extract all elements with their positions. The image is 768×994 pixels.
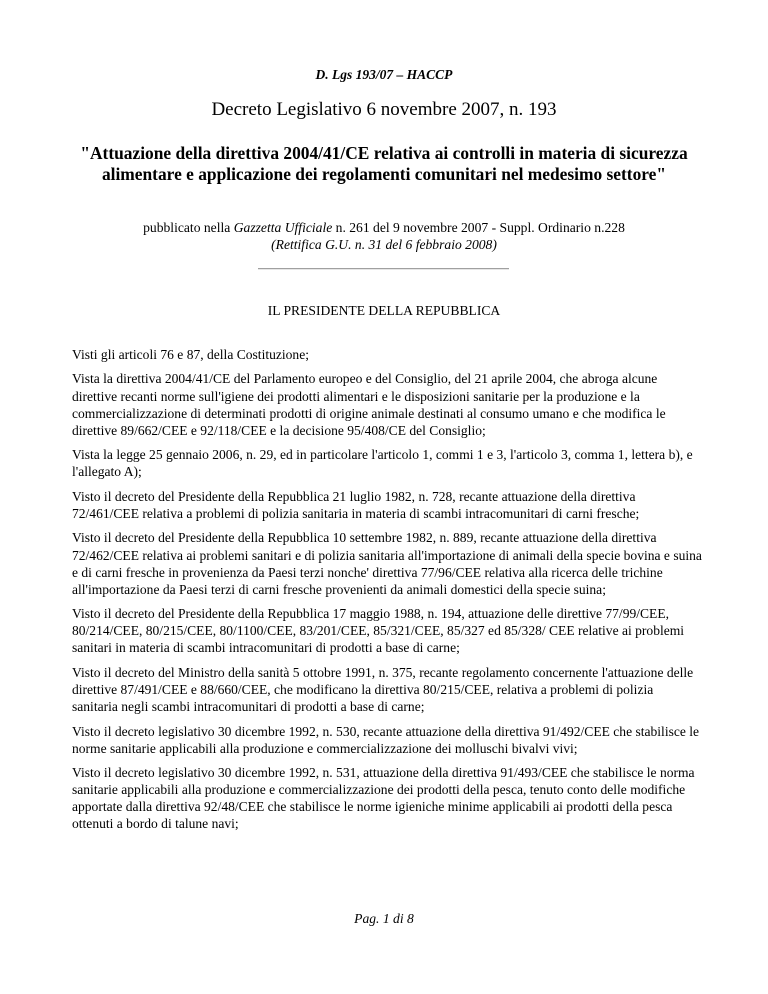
recital-paragraph: Visto il decreto del Presidente della Repubblica 17 maggio 1988, n. 194, attuazione delle direttive 77/99/CEE, 80/214/CEE, 80/215/CEE, 80/1100/CEE, 83/201/CEE, 85/321/CEE, 85/327 ed 85/328/ CEE relative ai problemi sanitari in materia di scambi intracomunitari di prodotti a base di carne; (72, 606, 685, 656)
rectification-line (0, 236, 768, 253)
document-tag: D. Lgs 193/07 – HACCP (315, 67, 453, 82)
publication-prefix: pubblicato nella (143, 220, 234, 235)
recital-paragraph: Visto il decreto legislativo 30 dicembre 1992, n. 530, recante attuazione della direttiva 91/492/CEE che stabilisce le norme sanitarie applicabili alla produzione e commercializzazione dei molluschi bivalvi vivi; (72, 723, 700, 756)
recital-paragraph: Visti gli articoli 76 e 87, della Costituzione; (72, 347, 309, 362)
recital-paragraph: Visto il decreto del Presidente della Repubblica 10 settembre 1982, n. 889, recante attuazione della direttiva 72/462/CEE relativa ai problemi sanitari e di polizia sanitaria all'importazione di animali della specie bovina e suina e di carni fresche in provenienza da Paesi terzi nonche' direttiva 77/96/CEE relativa alla ricerca delle trichine all'importazione da Paesi terzi di carni fresche provenienti da animali domestici della specie suina; (72, 530, 702, 597)
decree-title: Decreto Legislativo 6 novembre 2007, n. 193 (211, 99, 557, 120)
recital-paragraph: Visto il decreto legislativo 30 dicembre 1992, n. 531, attuazione della direttiva 91/493/CEE che stabilisce le norma sanitarie applicabili alla produzione e commercializzazione dei prodotti della pesca, tenuto conto delle modifiche apportate dalla direttiva 92/48/CEE che stabilisce le norme igieniche minime applicabili ai prodotti della pesca ottenuti a bordo di talune navi; (72, 765, 695, 832)
gazette-name: Gazzetta Ufficiale (233, 220, 333, 235)
rectification-text: (Rettifica G.U. n. 31 del 6 febbraio 2008) (271, 237, 497, 252)
separator-rule (258, 268, 509, 270)
publication-line (0, 219, 768, 236)
publication-suffix: n. 261 del 9 novembre 2007 - Suppl. Ordinario n.228 (332, 220, 625, 235)
recital-paragraph: Vista la legge 25 gennaio 2006, n. 29, ed in particolare l'articolo 1, commi 1 e 3, l'articolo 3, comma 1, lettera b), e l'allegato A); (72, 447, 693, 480)
publication-info (0, 219, 768, 253)
recital-paragraph: Visto il decreto del Presidente della Repubblica 21 luglio 1982, n. 728, recante attuazione della direttiva 72/461/CEE relativa a problemi di polizia sanitaria in materia di scambi intracomunitari di carni fresche; (72, 488, 640, 521)
recitals-body (72, 346, 702, 840)
recital-paragraph: Vista la direttiva 2004/41/CE del Parlamento europeo e del Consiglio, del 21 aprile 2004, che abroga alcune direttive recanti norme sull'igiene dei prodotti alimentari e le disposizioni sanitarie per la produzione e la commercializzazione di determinati prodotti di origine animale destinati al consumo umano e che modifica le direttive 89/662/CEE e 92/118/CEE e la decisione 95/408/CE del Consiglio; (72, 371, 666, 438)
page-number: Pag. 1 di 8 (354, 911, 414, 926)
decree-subtitle: "Attuazione della direttiva 2004/41/CE relativa ai controlli in materia di sicurezza alimentare e applicazione dei regolamenti comunitari nel medesimo settore" (80, 143, 688, 184)
recital-paragraph: Visto il decreto del Ministro della sanità 5 ottobre 1991, n. 375, recante regolamento concernente l'attuazione delle direttive 87/491/CEE e 88/660/CEE, che modificano la direttiva 80/215/CEE, relativa a problemi di polizia sanitaria negli scambi intracomunitari di prodotti a base di carne; (72, 664, 694, 715)
president-heading: IL PRESIDENTE DELLA REPUBBLICA (267, 303, 501, 318)
